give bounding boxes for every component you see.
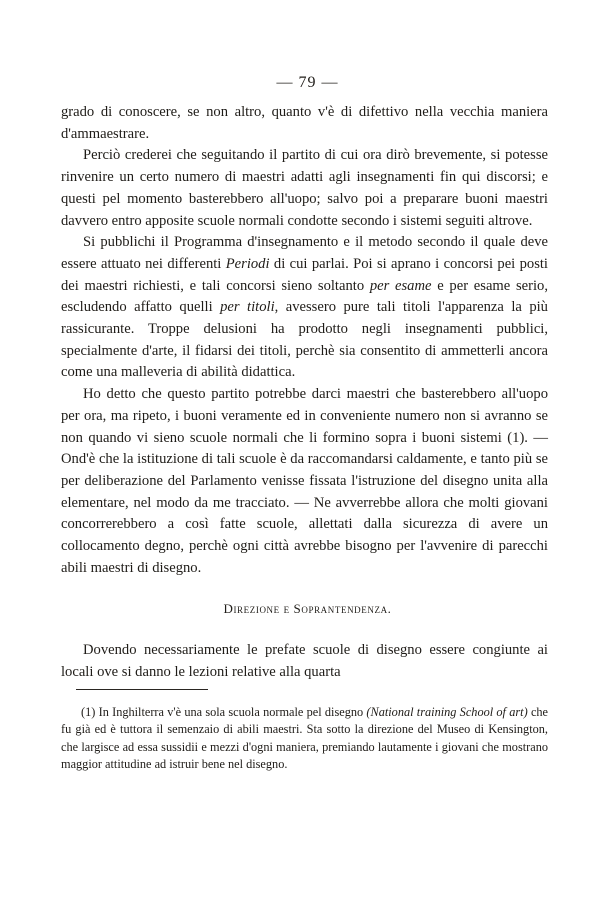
footnote-text-b: che fu già ed è tuttora il semenzaio di abili maestri. Sta sotto la direzione del Museo di Kensington, che largisce ad essa sussidii e mezzi d'ogni maniera, premiando lautamente i giovani che mostrano maggior attitudine ad istruir bene nel disegno. — [61, 705, 549, 772]
section-heading: Direzione e Soprantendenza. — [223, 601, 392, 616]
italic-per-titoli: per titoli — [220, 299, 275, 316]
paragraph-1: grado di conoscere, se non altro, quanto v'è di difettivo nella vecchia maniera d'ammaestrare. — [61, 104, 548, 142]
footnote — [61, 704, 548, 774]
paragraph-3-text-d: , avessero pure tali titoli l'apparenza la più rassicurante. Troppe delusioni ha prodotto negli insegnamenti pubblici, specialmente d'arte, il fidarsi dei titoli, perchè sia consentito di ammetterli ancora come una malleveria di abilità didattica. — [61, 299, 548, 381]
footnote-text-a: (1) In Inghilterra v'è una sola scuola normale pel disegno — [81, 705, 367, 719]
italic-periodi: Periodi — [225, 255, 270, 272]
paragraph-4: Ho detto che questo partito potrebbe darci maestri che basterebbero all'uopo per ora, ma ripeto, i buoni veramente ed in conveniente numero non si avranno se non quando vi sieno scuole normali che li formino sopra i buoni sistemi (1). — Ond'è che la istituzione di tali scuole è da raccomandarsi caldamente, e tanto più se per deliberazione del Parlamento venisse fissata l'istruzione del disegno unita alla elementare, nel modo da me tracciato. — Ne avverrebbe allora che molti giovani concorrerebbero a così fatte scuole, allettati dalla sicurezza di avere un collocamento degno, perchè ogni città avrebbe bisogno per l'avvenire di parecchi abili maestri di disegno. — [61, 386, 548, 576]
footnote-italic: (National training School of art) — [366, 705, 528, 719]
paragraph-2: Perciò crederei che seguitando il partito di cui ora dirò brevemente, si potesse rinvenire un certo numero di maestri adatti agli insegnamenti fin qui discorsi; e questi pel momento basterebbero all'uopo; salvo poi a preparare buoni maestri davvero entro apposite scuole normali condotte secondo i sistemi seguiti altrove. — [61, 147, 548, 229]
paragraph-3-text-b: di cui parlai. Poi si aprano i concorsi pei posti dei maestri richiesti, e tali concorsi sieno soltanto — [61, 255, 548, 294]
page-number: — 79 — — [276, 74, 339, 91]
main-text — [61, 102, 548, 579]
section-paragraph: Dovendo necessariamente le prefate scuole di disegno essere congiunte ai locali ove si danno le lezioni relative alla quarta — [61, 642, 548, 680]
footnote-divider — [76, 689, 208, 690]
italic-per-esame: per esame — [369, 277, 432, 294]
paragraph-3-text-a: Si pubblichi il Programma d'insegnamento e il metodo secondo il quale deve essere attuato nei differenti — [61, 234, 548, 272]
paragraph-3-text-c: e per esame serio, escludendo affatto quelli — [61, 277, 549, 316]
paragraph-3 — [61, 232, 548, 384]
